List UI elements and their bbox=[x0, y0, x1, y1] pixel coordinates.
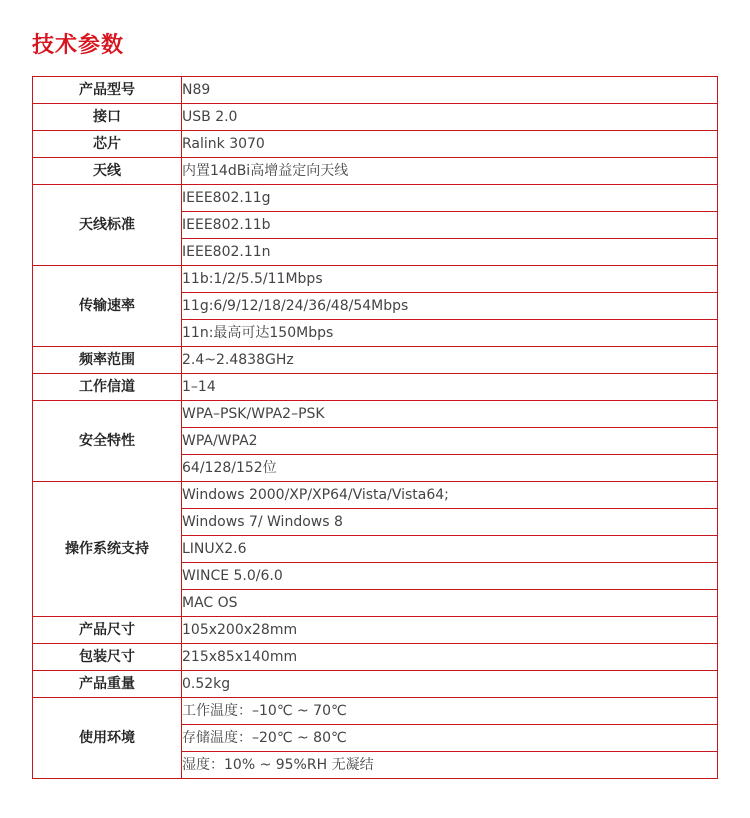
table-row bbox=[33, 266, 718, 293]
table-row bbox=[33, 617, 718, 644]
spec-value: IEEE802.11b bbox=[182, 212, 718, 239]
spec-value: WINCE 5.0/6.0 bbox=[182, 563, 718, 590]
table-row bbox=[33, 131, 718, 158]
spec-label: 频率范围 bbox=[33, 347, 182, 374]
spec-value: 64/128/152位 bbox=[182, 455, 718, 482]
spec-label: 使用环境 bbox=[33, 698, 182, 779]
spec-label: 芯片 bbox=[33, 131, 182, 158]
spec-value: WPA/WPA2 bbox=[182, 428, 718, 455]
spec-label: 工作信道 bbox=[33, 374, 182, 401]
spec-label: 产品型号 bbox=[33, 77, 182, 104]
page-title: 技术参数 bbox=[32, 33, 125, 58]
spec-label: 产品重量 bbox=[33, 671, 182, 698]
spec-value: 工作温度：–10℃ ~ 70℃ bbox=[182, 698, 718, 725]
spec-label: 包装尺寸 bbox=[33, 644, 182, 671]
spec-label: 产品尺寸 bbox=[33, 617, 182, 644]
spec-label: 天线标准 bbox=[33, 185, 182, 266]
spec-value: Windows 2000/XP/XP64/Vista/Vista64; bbox=[182, 482, 718, 509]
spec-value: 内置14dBi高增益定向天线 bbox=[182, 158, 718, 185]
spec-value: 0.52kg bbox=[182, 671, 718, 698]
table-row bbox=[33, 482, 718, 509]
table-row bbox=[33, 644, 718, 671]
spec-table bbox=[32, 76, 718, 779]
spec-label: 天线 bbox=[33, 158, 182, 185]
spec-value: 2.4~2.4838GHz bbox=[182, 347, 718, 374]
table-row bbox=[33, 671, 718, 698]
table-row bbox=[33, 104, 718, 131]
spec-table-body bbox=[33, 77, 718, 779]
spec-value: 105x200x28mm bbox=[182, 617, 718, 644]
spec-value: IEEE802.11g bbox=[182, 185, 718, 212]
spec-value: 1–14 bbox=[182, 374, 718, 401]
spec-value: Ralink 3070 bbox=[182, 131, 718, 158]
spec-value: 11n:最高可达150Mbps bbox=[182, 320, 718, 347]
spec-value: LINUX2.6 bbox=[182, 536, 718, 563]
spec-value: 11g:6/9/12/18/24/36/48/54Mbps bbox=[182, 293, 718, 320]
table-row bbox=[33, 158, 718, 185]
table-row bbox=[33, 185, 718, 212]
spec-value: N89 bbox=[182, 77, 718, 104]
table-row bbox=[33, 374, 718, 401]
spec-label: 操作系统支持 bbox=[33, 482, 182, 617]
spec-value: USB 2.0 bbox=[182, 104, 718, 131]
table-row bbox=[33, 347, 718, 374]
spec-value: 湿度：10% ~ 95%RH 无凝结 bbox=[182, 752, 718, 779]
spec-value: 存储温度：–20℃ ~ 80℃ bbox=[182, 725, 718, 752]
spec-label: 传输速率 bbox=[33, 266, 182, 347]
spec-value: MAC OS bbox=[182, 590, 718, 617]
spec-value: 215x85x140mm bbox=[182, 644, 718, 671]
spec-value: Windows 7/ Windows 8 bbox=[182, 509, 718, 536]
spec-value: IEEE802.11n bbox=[182, 239, 718, 266]
table-row bbox=[33, 401, 718, 428]
table-row bbox=[33, 77, 718, 104]
table-row bbox=[33, 698, 718, 725]
spec-value: 11b:1/2/5.5/11Mbps bbox=[182, 266, 718, 293]
spec-value: WPA–PSK/WPA2–PSK bbox=[182, 401, 718, 428]
spec-label: 安全特性 bbox=[33, 401, 182, 482]
spec-label: 接口 bbox=[33, 104, 182, 131]
